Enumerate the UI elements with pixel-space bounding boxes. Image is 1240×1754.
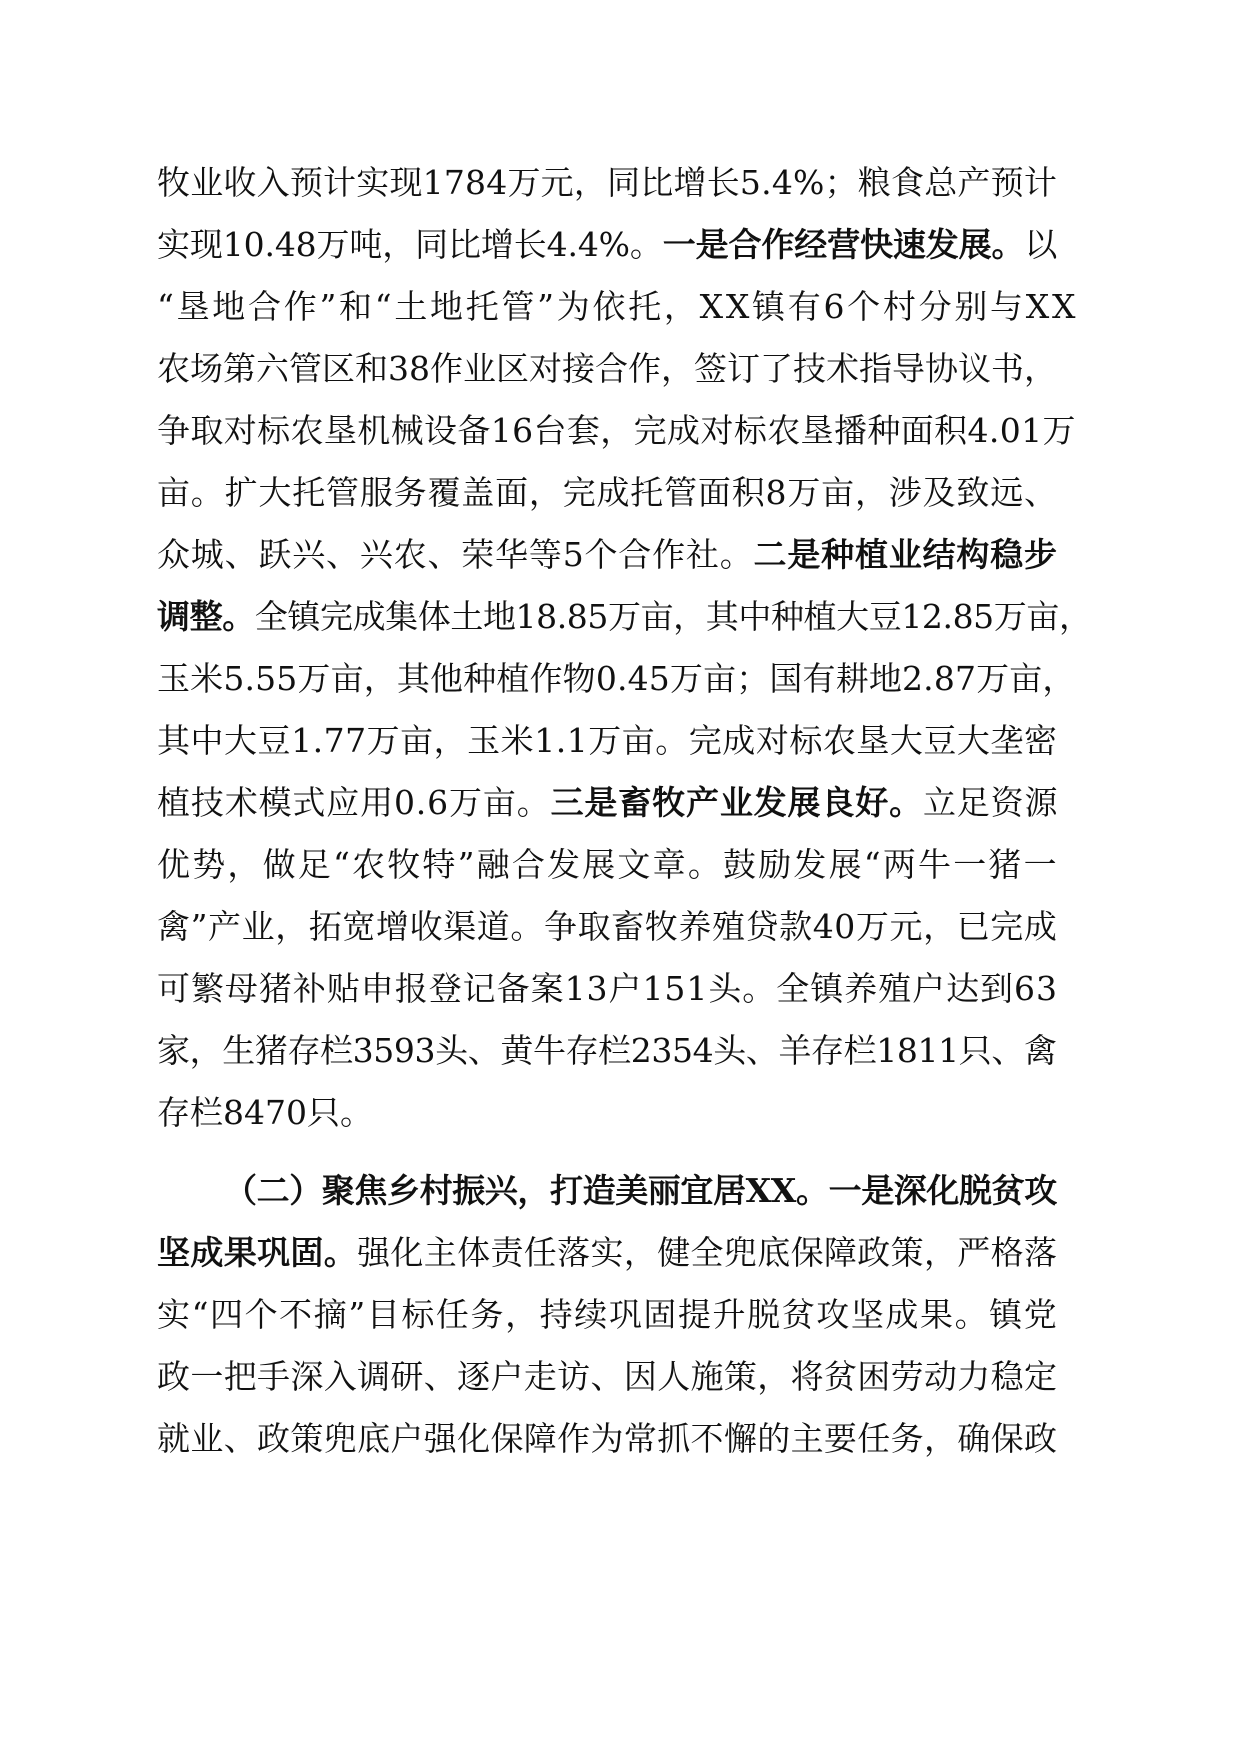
text-segment: 亩。扩大托管服务覆盖面，完成托管面积8万亩，涉及致远、 (157, 473, 1058, 512)
bold-text-segment: （二）聚焦乡村振兴，打造美丽宜居XX。一是深化脱贫攻 (224, 1171, 1057, 1210)
text-line (157, 214, 1057, 276)
text-segment: 全镇完成集体土地18.85万亩，其中种植大豆12.85万亩， (254, 597, 1092, 636)
bold-text-segment: 坚成果巩固。 (157, 1233, 358, 1272)
text-line (157, 276, 1078, 338)
text-line (157, 152, 1057, 214)
text-segment: 就业、政策兜底户强化保障作为常抓不懈的主要任务，确保政 (157, 1419, 1058, 1458)
bold-text-segment: 二是种植业结构稳步 (753, 535, 1058, 574)
text-segment: 其中大豆1.77万亩，玉米1.1万亩。完成对标农垦大豆大垄密 (157, 721, 1058, 760)
section-heading (224, 1160, 1057, 1222)
text-line (157, 586, 1092, 648)
text-segment: 实“四个不摘”目标任务，持续巩固提升脱贫攻坚成果。镇党 (157, 1295, 1059, 1334)
text-line (157, 1408, 1057, 1470)
text-segment: 牧业收入预计实现1784万元，同比增长5.4%；粮食总产预计 (157, 163, 1058, 202)
text-segment: 以 (1024, 225, 1058, 264)
text-segment: 政一把手深入调研、逐户走访、因人施策，将贫困劳动力稳定 (157, 1357, 1058, 1396)
bold-text-segment: 三是畜牧产业发展良好。 (550, 783, 923, 822)
text-segment: “垦地合作”和“土地托管”为依托，XX镇有6个村分别与XX (157, 287, 1079, 326)
text-segment: 可繁母猪补贴申报登记备案13户151头。全镇养殖户达到63 (157, 969, 1058, 1008)
text-segment: 争取对标农垦机械设备16台套，完成对标农垦播种面积4.01万 (157, 411, 1076, 450)
text-line (157, 1082, 373, 1144)
text-line (157, 524, 1058, 586)
text-line (157, 338, 1057, 400)
text-line (157, 1284, 1058, 1346)
text-line (157, 1020, 1057, 1082)
text-line (157, 710, 1057, 772)
text-line (157, 958, 1058, 1020)
text-segment: 优势，做足“农牧特”融合发展文章。鼓励发展“两牛一猪一 (157, 845, 1059, 884)
text-line (157, 834, 1059, 896)
text-line (157, 896, 1057, 958)
text-segment: 植技术模式应用0.6万亩。 (157, 783, 551, 822)
text-segment: 众城、跃兴、兴农、荣华等5个合作社。 (157, 535, 754, 574)
text-segment: 立足资源 (922, 783, 1059, 822)
text-line (157, 1346, 1057, 1408)
text-line (157, 772, 1058, 834)
bold-text-segment: 一是合作经营快速发展。 (662, 225, 1025, 264)
text-segment: 农场第六管区和38作业区对接合作，签订了技术指导协议书， (157, 349, 1057, 388)
text-segment: 家，生猪存栏3593头、黄牛存栏2354头、羊存栏1811只、禽 (157, 1031, 1057, 1070)
text-line (157, 400, 1076, 462)
text-line (157, 1222, 1057, 1284)
text-segment: 玉米5.55万亩，其他种植作物0.45万亩；国有耕地2.87万亩， (157, 659, 1076, 698)
text-segment: 存栏8470只。 (157, 1093, 373, 1132)
bold-text-segment: 调整。 (157, 597, 255, 636)
text-segment: 强化主体责任落实，健全兜底保障政策，严格落 (357, 1233, 1058, 1272)
text-line (157, 462, 1058, 524)
text-segment: 禽”产业，拓宽增收渠道。争取畜牧养殖贷款40万元，已完成 (157, 907, 1058, 946)
text-line (157, 648, 1076, 710)
text-segment: 实现10.48万吨，同比增长4.4%。 (157, 225, 663, 264)
